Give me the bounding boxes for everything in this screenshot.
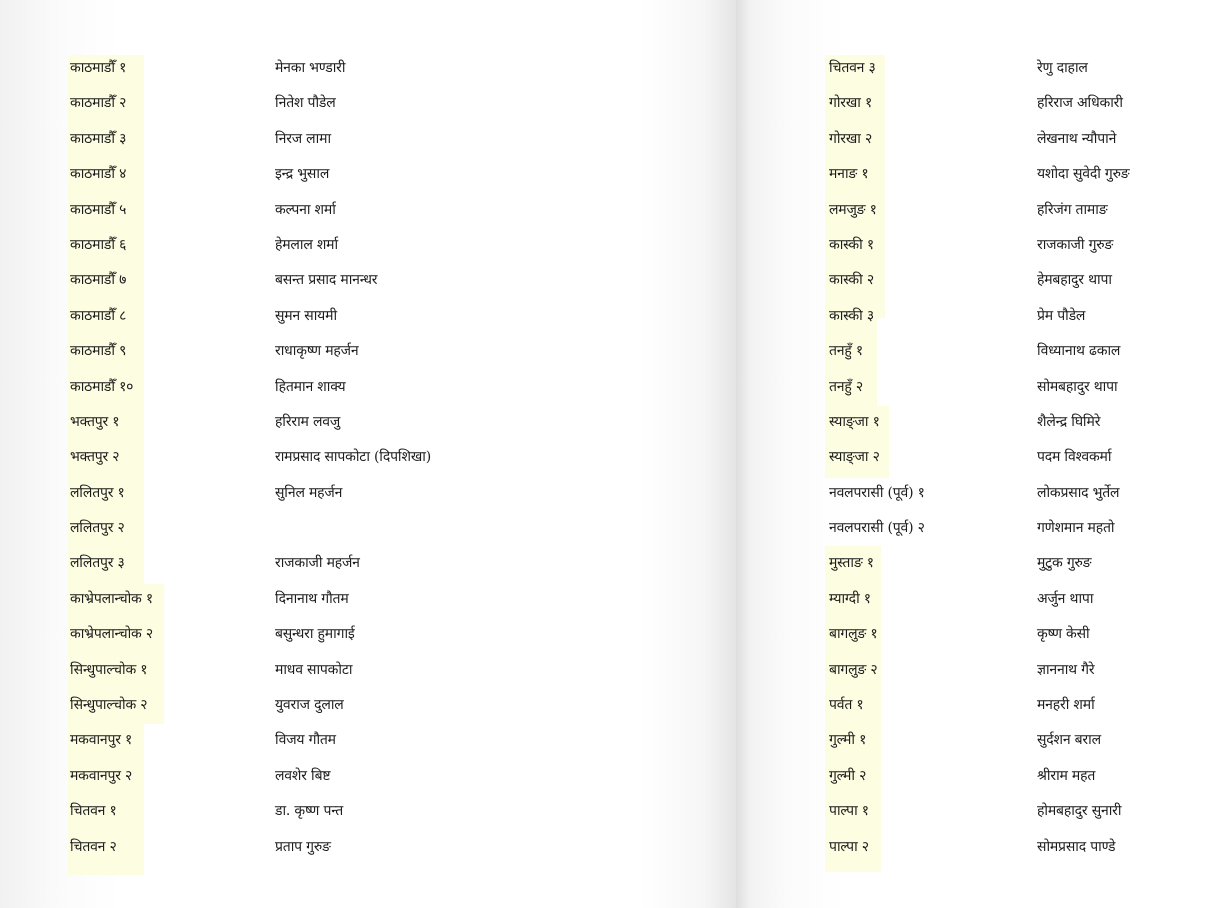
candidate-name: सुर्दशन बराल [1037,732,1101,749]
candidate-name: सोमबहादुर थापा [1037,378,1118,395]
list-row [736,794,1230,829]
list-row [0,122,736,157]
list-row [736,263,1230,298]
constituency-name: बागलुङ १ [829,626,878,643]
candidate-name: होमबहादुर सुनारी [1037,803,1122,820]
list-row [736,830,1230,865]
list-row [0,263,736,298]
candidate-name: सुनिल महर्जन [275,484,343,501]
candidate-name: पदम विश्वकर्मा [1037,449,1112,466]
list-row [736,122,1230,157]
candidate-name: लोकप्रसाद भुर्तेल [1037,484,1120,501]
right-page [736,0,1230,908]
list-row [0,688,736,723]
constituency-name: काभ्रेपलान्चोक १ [70,590,153,607]
candidate-name: माधव सापकोटा [275,661,353,678]
list-row [736,405,1230,440]
list-row [0,546,736,581]
constituency-name: गुल्मी २ [829,767,867,784]
constituency-name: चितवन १ [70,803,117,820]
candidate-name: रामप्रसाद सापकोटा (दिपशिखा) [275,449,431,466]
constituency-name: गोरखा १ [829,95,873,112]
constituency-name: काठमाडौँ २ [70,95,127,112]
candidate-name: दिनानाथ गौतम [275,590,349,607]
list-row [0,51,736,86]
constituency-name: सिन्धुपाल्चोक १ [70,661,148,678]
list-row [0,299,736,334]
constituency-name: सिन्धुपाल्चोक २ [70,697,148,714]
list-row [0,759,736,794]
constituency-name: काठमाडौँ ८ [70,307,127,324]
candidate-name: बसन्त प्रसाद मानन्धर [275,272,378,289]
constituency-name: ललितपुर २ [70,520,125,537]
list-row [0,723,736,758]
candidate-name: हरिराज अधिकारी [1037,95,1123,112]
list-row [736,546,1230,581]
constituency-name: चितवन ३ [829,60,876,76]
candidate-name: हरिजंग तामाङ [1037,201,1108,218]
list-row [736,51,1230,86]
candidate-name: मेनका भण्डारी [275,60,346,76]
constituency-name: पाल्पा २ [829,838,869,855]
constituency-name: काठमाडौँ १ [70,60,127,76]
candidate-name: प्रेम पौडेल [1037,307,1086,324]
constituency-name: म्याग्दी १ [829,590,871,607]
constituency-name: मकवानपुर २ [70,767,133,784]
list-row [0,794,736,829]
constituency-name: पर्वत १ [829,697,864,714]
list-row [736,582,1230,617]
list-row [0,157,736,192]
constituency-name: काठमाडौँ ५ [70,201,127,218]
candidate-name: अर्जुन थापा [1037,590,1094,607]
list-row [736,759,1230,794]
list-row [0,370,736,405]
list-row [736,476,1230,511]
list-row [0,511,736,546]
constituency-name: लमजुङ १ [829,201,877,218]
constituency-name: कास्की २ [829,272,874,289]
candidate-name: सुमन सायमी [275,307,337,324]
candidate-name: मुटुक गुरुङ [1037,555,1092,572]
constituency-name: गोरखा २ [829,130,873,147]
constituency-name: काठमाडौँ ४ [70,166,127,183]
list-row [736,299,1230,334]
candidate-name: ज्ञाननाथ गैरे [1037,661,1095,678]
constituency-name: भक्तपुर २ [70,449,120,466]
constituency-name: स्याङ्जा १ [829,413,880,430]
candidate-name: विध्यानाथ ढकाल [1037,343,1121,360]
candidate-name: हेमबहादुर थापा [1037,272,1112,289]
list-row [736,334,1230,369]
candidate-name: लेखनाथ न्यौपाने [1037,130,1117,147]
candidate-name: रेणु दाहाल [1037,60,1088,76]
constituency-name: मुस्ताङ १ [829,555,874,572]
constituency-name: काठमाडौँ ७ [70,272,127,289]
candidate-name: शैलेन्द्र घिमिरे [1037,413,1101,430]
candidate-name: श्रीराम महत [1037,767,1096,784]
list-row [736,157,1230,192]
candidate-name: इन्द्र भुसाल [275,166,330,183]
list-row [0,440,736,475]
left-candidate-list [0,51,736,865]
list-row [736,688,1230,723]
list-row [736,723,1230,758]
constituency-name: काठमाडौँ ६ [70,236,127,253]
constituency-name: बागलुङ २ [829,661,878,678]
list-row [736,440,1230,475]
candidate-name: हितमान शाक्य [275,378,346,395]
constituency-name: ललितपुर ३ [70,555,125,572]
list-row [736,617,1230,652]
constituency-name: कास्की १ [829,236,874,253]
list-row [0,476,736,511]
candidate-name: प्रताप गुरुङ [275,838,331,855]
list-row [0,653,736,688]
list-row [0,86,736,121]
candidate-name: हरिराम लवजु [275,413,341,430]
constituency-name: चितवन २ [70,838,117,855]
constituency-name: ललितपुर १ [70,484,125,501]
candidate-name: हेमलाल शर्मा [275,236,338,253]
list-row [736,228,1230,263]
candidate-name: सोमप्रसाद पाण्डे [1037,838,1116,855]
candidate-name: गणेशमान महतो [1037,520,1115,537]
constituency-name: स्याङ्जा २ [829,449,880,466]
candidate-name: यशोदा सुवेदी गुरुङ [1037,166,1130,183]
candidate-name: राधाकृष्ण महर्जन [275,343,359,360]
list-row [0,193,736,228]
candidate-name: डा. कृष्ण पन्त [275,803,344,820]
list-row [0,582,736,617]
constituency-name: पाल्पा १ [829,803,869,820]
constituency-name: गुल्मी १ [829,732,867,749]
list-row [0,228,736,263]
candidate-name: लवशेर बिष्ट [275,767,331,784]
constituency-name: तनहुँ १ [829,343,863,360]
candidate-name: निरज लामा [275,130,331,147]
right-candidate-list [736,51,1230,865]
list-row [0,405,736,440]
constituency-name: कास्की ३ [829,307,874,324]
constituency-name: काठमाडौँ ९ [70,343,127,360]
list-row [0,334,736,369]
candidate-name: बसुन्धरा हुमागाई [275,626,355,643]
constituency-name: मनाङ १ [829,166,869,183]
candidate-name: युवराज दुलाल [275,697,344,714]
constituency-name: काठमाडौँ १० [70,378,134,395]
list-row [0,830,736,865]
candidate-name: राजकाजी गुरुङ [1037,236,1114,253]
list-row [736,86,1230,121]
list-row [736,511,1230,546]
constituency-name: तनहुँ २ [829,378,863,395]
constituency-name: मकवानपुर १ [70,732,133,749]
constituency-name: नवलपरासी (पूर्व) २ [829,520,925,537]
constituency-name: नवलपरासी (पूर्व) १ [829,484,925,501]
list-row [736,653,1230,688]
candidate-name: कल्पना शर्मा [275,201,336,218]
constituency-name: काठमाडौँ ३ [70,130,127,147]
candidate-name: मनहरी शर्मा [1037,697,1095,714]
candidate-name: विजय गौतम [275,732,336,749]
candidate-name: राजकाजी महर्जन [275,555,360,572]
candidate-name: नितेश पौडेल [275,95,336,112]
constituency-name: काभ्रेपलान्चोक २ [70,626,153,643]
list-row [736,370,1230,405]
candidate-name: कृष्ण केसी [1037,626,1090,643]
list-row [736,193,1230,228]
list-row [0,617,736,652]
constituency-name: भक्तपुर १ [70,413,120,430]
